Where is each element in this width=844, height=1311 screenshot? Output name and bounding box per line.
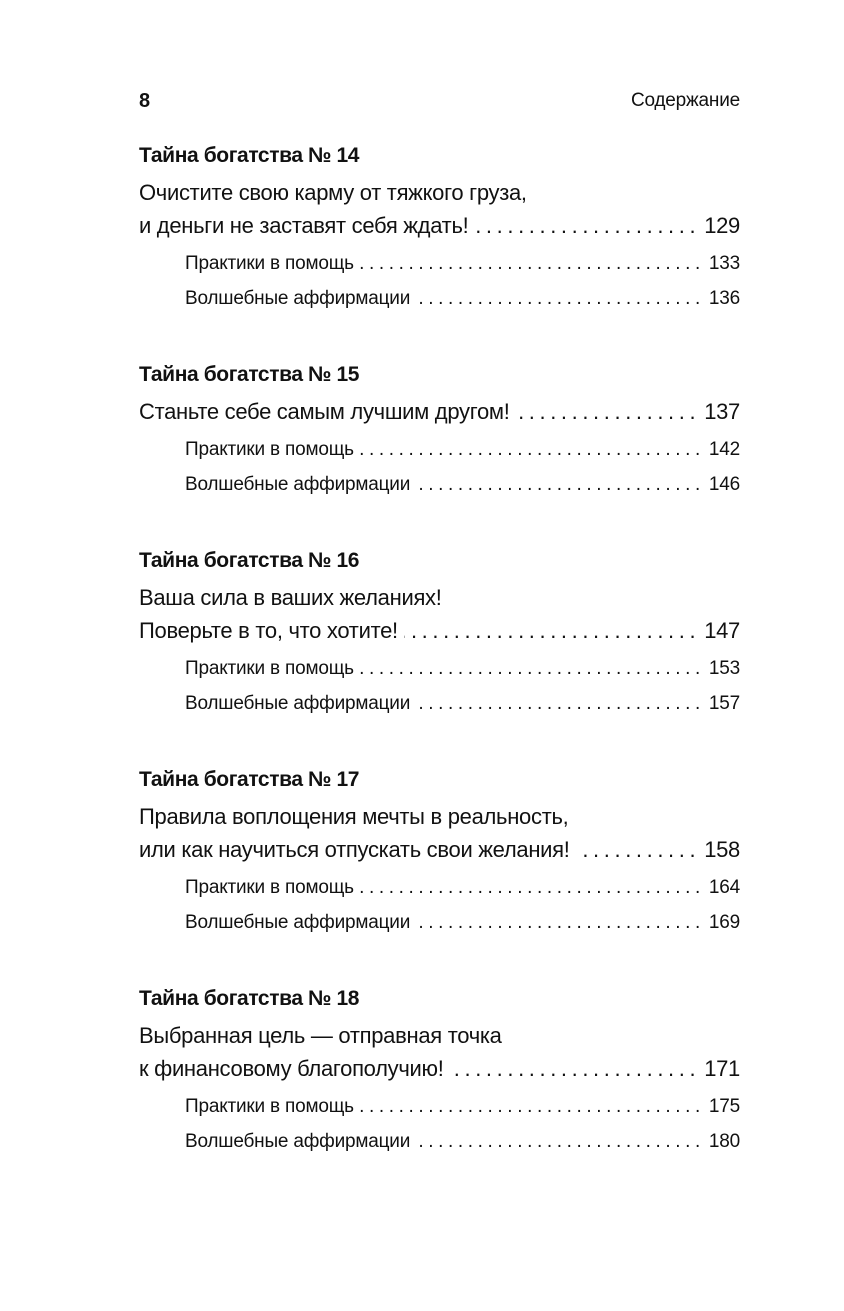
chapter-title-line: Очистите свою карму от тяжкого груза, (139, 180, 527, 205)
dot-leader (450, 1052, 701, 1085)
dot-leader (360, 870, 705, 905)
sub-entry-practices[interactable] (139, 432, 740, 467)
section-label: Тайна богатства № 16 (139, 549, 360, 572)
dot-leader (474, 209, 700, 242)
sub-entry-page: 136 (708, 288, 740, 309)
chapter-page-number: 147 (704, 618, 740, 643)
dot-leader (416, 467, 705, 502)
dot-leader (360, 432, 705, 467)
chapter-title-line: Правила воплощения мечты в реальность, (139, 804, 569, 829)
sub-entry-page: 164 (708, 877, 740, 898)
sub-entry-page: 175 (708, 1096, 740, 1117)
chapter-title-line: Станьте себе самым лучшим другом! (139, 399, 510, 424)
sub-entry-practices[interactable] (139, 246, 740, 281)
section-label: Тайна богатства № 14 (139, 144, 360, 167)
chapter-page-number: 158 (704, 837, 740, 862)
sub-entry-page: 180 (708, 1131, 740, 1152)
sub-entry-practices[interactable] (139, 1089, 740, 1124)
chapter-page-number: 137 (704, 399, 740, 424)
sub-entry-practices[interactable] (139, 651, 740, 686)
toc-section-15 (139, 362, 740, 502)
sub-entry-affirmations[interactable] (139, 467, 740, 502)
toc-section-16 (139, 548, 740, 721)
chapter-title-line: Ваша сила в ваших желаниях! (139, 585, 442, 610)
sub-entry-page: 142 (708, 439, 740, 460)
running-header: Содержание (630, 90, 740, 111)
sub-entry-page: 153 (708, 658, 740, 679)
sub-entry-affirmations[interactable] (139, 686, 740, 721)
dot-leader (360, 651, 705, 686)
chapter-title-line: Поверьте в то, что хотите! (139, 618, 398, 643)
sub-entry-label: Волшебные аффирмации (185, 1131, 411, 1152)
sub-entry-label: Практики в помощь (185, 439, 354, 460)
dot-leader (416, 281, 705, 316)
page-number: 8 (139, 90, 151, 112)
sub-entry-affirmations[interactable] (139, 1124, 740, 1159)
sub-entry-page: 133 (708, 253, 740, 274)
chapter-title-line: Выбранная цель — отправная точка (139, 1023, 502, 1048)
section-label: Тайна богатства № 18 (139, 987, 360, 1010)
sub-entry-affirmations[interactable] (139, 905, 740, 940)
sub-entry-label: Волшебные аффирмации (185, 693, 411, 714)
sub-entry-label: Волшебные аффирмации (185, 288, 411, 309)
dot-leader (416, 686, 705, 721)
chapter-entry[interactable] (139, 395, 740, 428)
sub-entry-page: 169 (708, 912, 740, 933)
toc-section-17 (139, 767, 740, 940)
dot-leader (576, 833, 701, 866)
sub-entry-label: Волшебные аффирмации (185, 912, 411, 933)
dot-leader (516, 395, 701, 428)
table-of-contents (139, 143, 740, 1205)
chapter-page-number: 171 (704, 1056, 740, 1081)
sub-entry-page: 146 (708, 474, 740, 495)
sub-entry-page: 157 (708, 693, 740, 714)
sub-entry-label: Волшебные аффирмации (185, 474, 411, 495)
sub-entry-label: Практики в помощь (185, 877, 354, 898)
chapter-entry[interactable] (139, 1052, 740, 1085)
sub-entry-label: Практики в помощь (185, 658, 354, 679)
dot-leader (360, 1089, 705, 1124)
chapter-title-line: к финансовому благополучию! (139, 1056, 444, 1081)
chapter-title-line: или как научиться отпускать свои желания! (139, 837, 570, 862)
dot-leader (404, 614, 700, 647)
sub-entry-label: Практики в помощь (185, 253, 354, 274)
sub-entry-label: Практики в помощь (185, 1096, 354, 1117)
chapter-entry[interactable] (139, 209, 740, 242)
section-label: Тайна богатства № 15 (139, 363, 360, 386)
toc-section-14 (139, 143, 740, 316)
chapter-entry[interactable] (139, 614, 740, 647)
dot-leader (416, 1124, 705, 1159)
chapter-title-line: и деньги не заставят себя ждать! (139, 213, 469, 238)
section-label: Тайна богатства № 17 (139, 768, 360, 791)
chapter-entry[interactable] (139, 833, 740, 866)
dot-leader (360, 246, 705, 281)
sub-entry-practices[interactable] (139, 870, 740, 905)
dot-leader (416, 905, 705, 940)
sub-entry-affirmations[interactable] (139, 281, 740, 316)
toc-section-18 (139, 986, 740, 1159)
chapter-page-number: 129 (704, 213, 740, 238)
